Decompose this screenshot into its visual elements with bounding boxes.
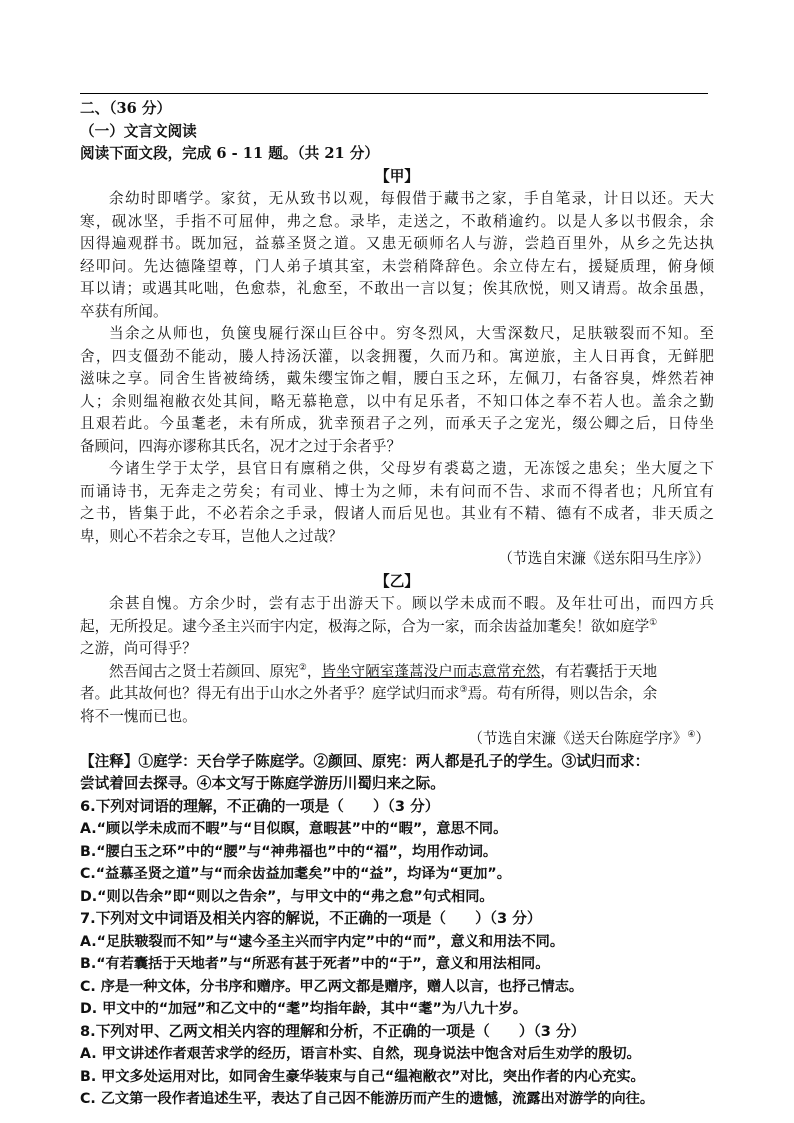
- question-option: B.“腰白玉之环”中的“腰”与“神弗福也”中的“福”，均用作动词。: [80, 843, 498, 860]
- text-line: 余甚自愧。方余少时，尝有志于出游天下。顾以学未成而不暇。及年壮可出，而四方兵: [109, 595, 714, 612]
- subsection-header: （一）文言文阅读: [80, 122, 197, 140]
- section-header: 二、（36 分）: [80, 100, 172, 117]
- text-line: 今诸生学于太学，县官日有廪稍之供，父母岁有裘葛之遗，无冻馁之患矣；坐大厦之下: [109, 460, 714, 477]
- question-8: [80, 1021, 714, 1111]
- passage-jia-paragraph-1: [80, 188, 714, 323]
- text-line: 之书，皆集于此，不必若余之手录，假诸人而后见也。其业有不精、德有不成者，非天质之: [80, 505, 714, 522]
- question-option: A.“足肤皲裂而不知”与“逮今圣主兴而宇内定”中的“而”，意义和用法不同。: [80, 933, 565, 950]
- text-line: 将不一愧而已也。: [80, 707, 197, 725]
- text-line: 然吾闻古之贤士若颜回、原宪②，皆坐守陋室蓬蒿没户而志意常充然，有若囊括于天地: [109, 662, 658, 680]
- question-option: A.“顾以学未成而不暇”与“目似瞑，意暇甚”中的“暇”，意思不同。: [80, 821, 508, 837]
- question-option: D. 甲文中的“加冠”和乙文中的“耄”均指年龄，其中“耄”为八九十岁。: [80, 1001, 527, 1017]
- text-line: 寒，砚冰坚，手指不可屈伸，弗之怠。录毕，走送之，不敢稍逾约。以是人多以书假余，余: [80, 212, 714, 230]
- question-7: [80, 908, 714, 1021]
- text-line: 因得遍观群书。既加冠，益慕圣贤之道。又患无硕师名人与游，尝趋百里外，从乡之先达执: [80, 235, 714, 252]
- text-line: 者。此其故何也？得无有出于山水之外者乎？庭学试归而求③焉。苟有所得，则以告余，余: [80, 685, 658, 702]
- passage-yi-paragraph-1: [80, 593, 714, 661]
- question-6: [80, 796, 714, 909]
- text-line: 而诵诗书，无奔走之劳矣；有司业、博士为之师，未有问而不告、求而不得者也；凡所宜有: [80, 482, 714, 500]
- text-line: 卒获有所闻。: [80, 302, 168, 320]
- footnote-marker: ③: [459, 685, 468, 696]
- passage-jia-paragraph-2: [80, 323, 714, 458]
- question-stem: 7.下列对文中词语及相关内容的解说，不正确的一项是（ ）（3 分）: [80, 910, 542, 927]
- passage-yi-paragraph-2: [80, 661, 714, 729]
- passage-yi-source: （节选自宋濂《送天台陈庭学序》④）: [468, 730, 710, 747]
- text-line: 当余之从师也，负箧曳屣行深山巨谷中。穷冬烈风，大雪深数尺，足肤皲裂而不知。至: [109, 325, 714, 342]
- text-line: 且艰若此。今虽耄老，未有所成，犹幸预君子之列，而承天子之宠光，缀公卿之后，日侍坐: [80, 415, 714, 432]
- passage-jia-paragraph-3: [80, 458, 714, 548]
- annotations: [80, 751, 714, 796]
- question-option: C.“益慕圣贤之道”与“而余齿益加耄矣”中的“益”，均译为“更加”。: [80, 866, 511, 882]
- text-line: 备顾问，四海亦谬称其氏名，况才之过于余者乎？: [80, 437, 402, 455]
- text-line: 余幼时即嗜学。家贫，无从致书以观，每假借于藏书之家，手自笔录，计日以还。天大: [109, 190, 714, 207]
- footnote-marker: ①: [649, 617, 658, 628]
- underlined-sentence: 皆坐守陋室蓬蒿没户而志意常充然: [321, 662, 541, 680]
- footnote-marker: ②: [298, 662, 307, 673]
- text-line: 滋味之享。同舍生皆被绮绣，戴朱缨宝饰之帽，腰白玉之环，左佩刀，右备容臭，烨然若神: [80, 370, 714, 387]
- question-option: C. 乙文第一段作者追述生平，表达了自己因不能游历而产生的遗憾，流露出对游学的向往。: [80, 1091, 655, 1107]
- text-line: 人；余则缊袍敝衣处其间，略无慕艳意，以中有足乐者，不知口体之奉不若人也。盖余之勤: [80, 392, 714, 410]
- question-option: D.“则以告余”即“则以之告余”，与甲文中的“弗之怠”句式相同。: [80, 888, 494, 905]
- text-line: 耳以请；或遇其叱咄，色愈恭，礼愈至，不敢出一言以复；俟其欣悦，则又请焉。故余虽愚，: [80, 280, 714, 297]
- exam-page: [80, 98, 714, 1111]
- text-line: 之游，尚可得乎？: [80, 640, 197, 657]
- question-option: B. 甲文多处运用对比，如同舍生豪华装束与自己“缊袍敝衣”对比，突出作者的内心充实。: [80, 1068, 645, 1085]
- top-rule: [80, 93, 708, 94]
- question-stem: 6.下列对词语的理解，不正确的一项是（ ）（3 分）: [80, 797, 440, 815]
- passage-yi-label: 【乙】: [375, 572, 419, 590]
- question-option: B.“有若囊括于天地者”与“所恶有甚于死者”中的“于”，意义和用法相同。: [80, 956, 550, 972]
- question-stem: 8.下列对甲、乙两文相关内容的理解和分析，不正确的一项是（ ）（3 分）: [80, 1022, 586, 1040]
- passage-jia-label: 【甲】: [375, 167, 419, 185]
- annotation-line: 尝试着回去探寻。④本文写于陈庭学游历川蜀归来之际。: [80, 775, 445, 792]
- text-line: 舍，四支僵劲不能动，媵人持汤沃灌，以衾拥覆，久而乃和。寓逆旅，主人日再食，无鲜肥: [80, 347, 714, 365]
- text-line: 起，无所投足。逮今圣主兴而宇内定，极海之际，合为一家，而余齿益加耄矣！欲如庭学①: [80, 617, 658, 635]
- question-option: C. 序是一种文体，分书序和赠序。甲乙两文都是赠序，赠人以言，也抒己情志。: [80, 978, 584, 995]
- question-option: A. 甲文讲述作者艰苦求学的经历，语言朴实、自然，现身说法中饱含对后生劝学的殷切。: [80, 1046, 641, 1062]
- reading-instruction: 阅读下面文段，完成 6 - 11 题。（共 21 分）: [80, 145, 379, 162]
- passage-jia-source: （节选自宋濂《送东阳马生序》）: [498, 550, 710, 567]
- footnote-marker: ④: [687, 730, 696, 741]
- text-line: 经叩问。先达德隆望尊，门人弟子填其室，未尝稍降辞色。余立侍左右，援疑质理，俯身倾: [80, 257, 714, 275]
- text-line: 卑，则心不若余之专耳，岂他人之过哉？: [80, 527, 343, 545]
- annotation-line: 【注释】①庭学：天台学子陈庭学。②颜回、原宪：两人都是孔子的学生。③试归而求：: [80, 752, 650, 770]
